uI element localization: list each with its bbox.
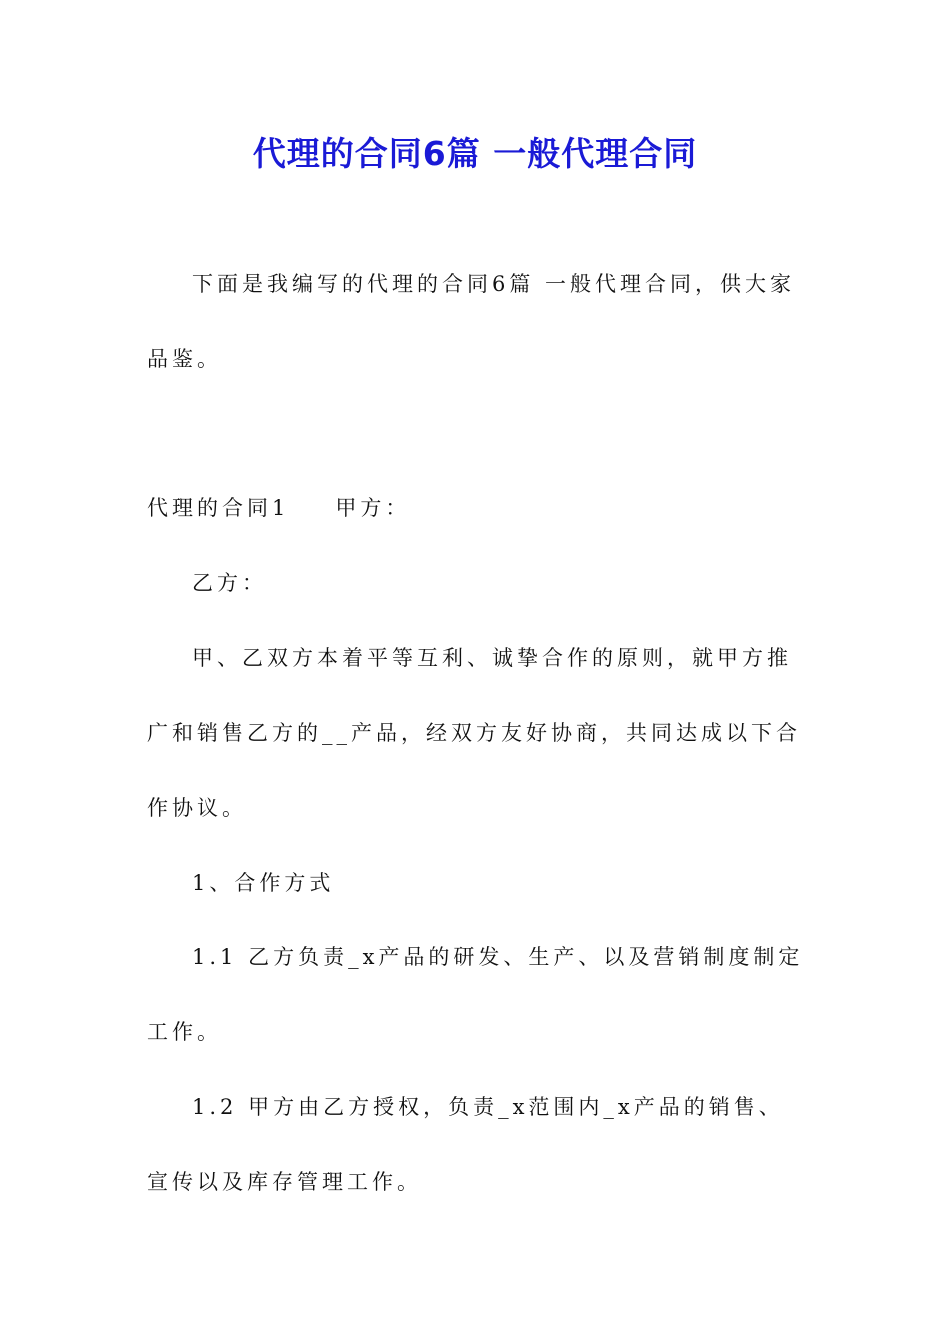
party-b-label: 乙方： [192, 571, 267, 595]
section-heading: 代理的合同1 [147, 496, 290, 520]
preamble-paragraph: 甲、乙双方本着平等互利、诚挚合作的原则，就甲方推广和销售乙方的__产品，经双方友好协商，共同达成以下合作协议。 [147, 646, 801, 820]
clause-1-2: 1.2 甲方由乙方授权，负责_x范围内_x产品的销售、宣传以及库存管理工作。 [147, 1095, 784, 1194]
section-heading-line [147, 471, 807, 546]
clause-1-title: 1、合作方式 [192, 871, 335, 895]
party-a-label: 甲方： [335, 496, 411, 520]
document-title: 代理的合同6篇 一般代理合同 [252, 134, 698, 173]
clause-1-1: 1.1 乙方负责_x产品的研发、生产、以及营销制度制定工作。 [147, 945, 804, 1044]
intro-paragraph: 下面是我编写的代理的合同6篇 一般代理合同，供大家品鉴。 [147, 272, 796, 371]
